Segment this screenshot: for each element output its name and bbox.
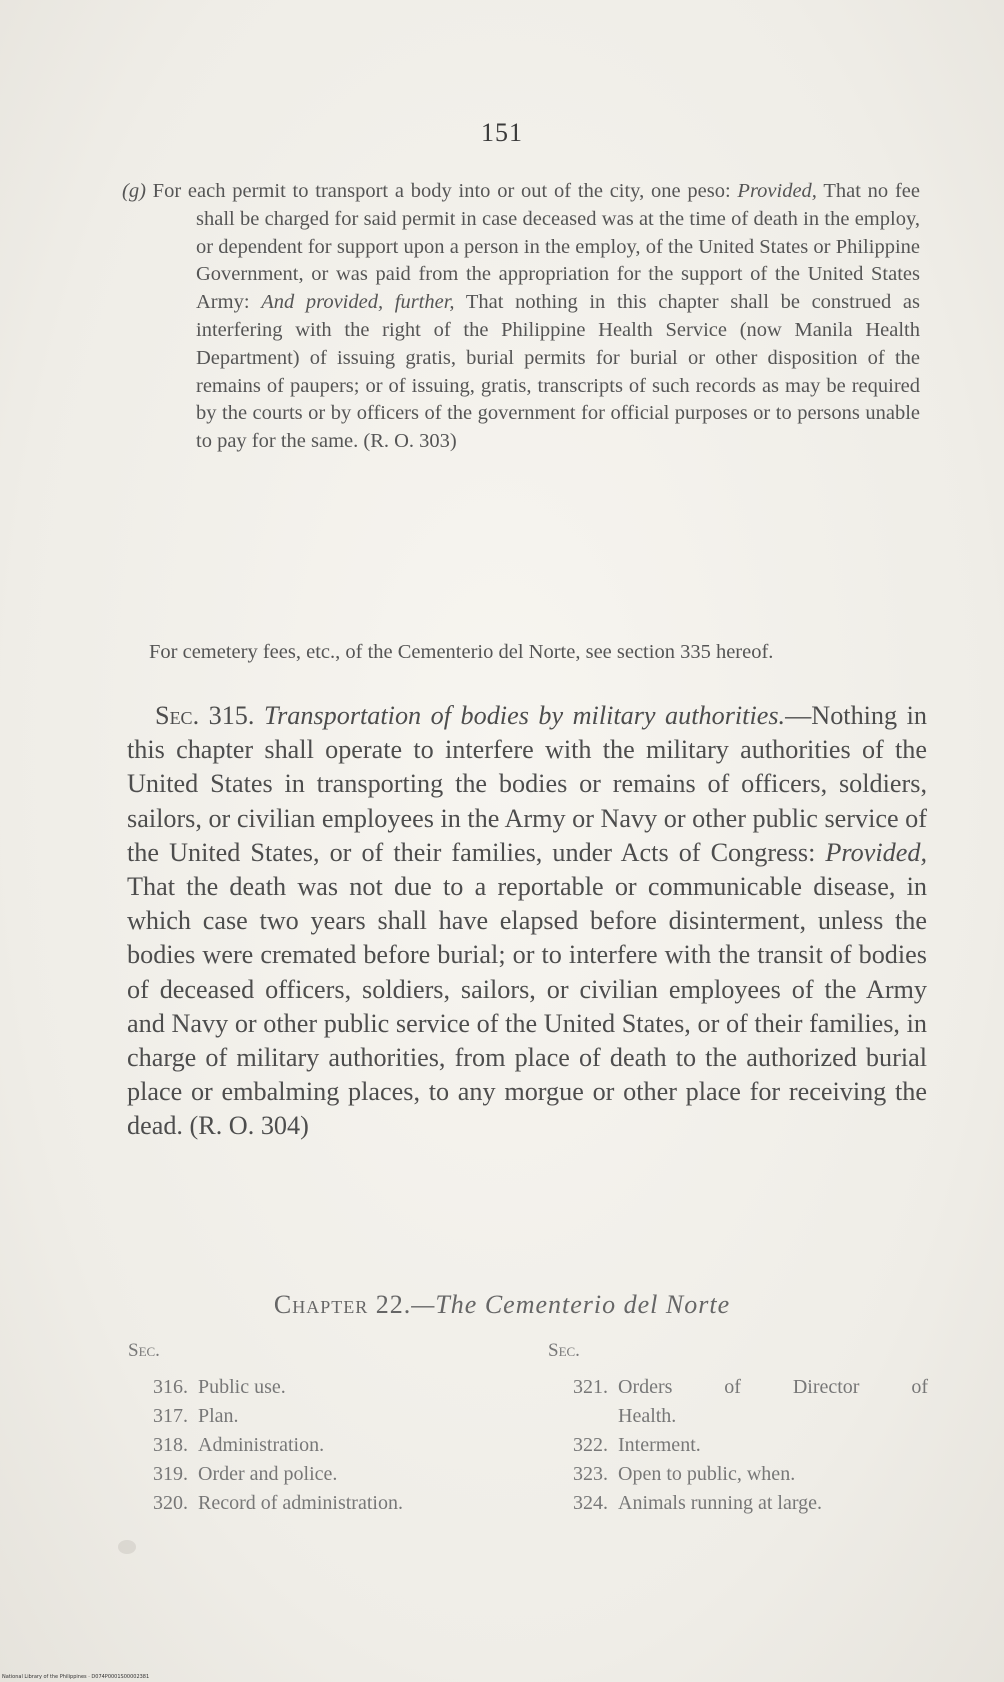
paragraph-g-text-2: That no fee shall be charged for said permit in case deceased was at the time of death in the employ, or dependent for support upon a person in the employ, of the United States or Philippine Government, or was paid from the appropriation for the support of the United States Army:: [196, 180, 920, 314]
section-label: Sec. 315.: [155, 701, 255, 730]
toc-number: 316.: [153, 1376, 188, 1398]
cemetery-fees-note: For cemetery fees, etc., of the Cementerio del Norte, see section 335 hereof.: [149, 641, 774, 663]
toc-text: Administration.: [198, 1434, 325, 1456]
paragraph-g: [122, 178, 920, 456]
toc-number: 324.: [573, 1492, 608, 1514]
toc-number: 319.: [153, 1463, 188, 1485]
section-315: [127, 699, 927, 1144]
paragraph-g-text-3: That nothing in this chapter shall be construed as interfering with the right of the Philippine Health Service (now Manila Health Department) of issuing gratis, burial permits for burial or other disposition of the remains of paupers; or of issuing, gratis, transcripts of such records as may be required by the courts or by officers of the government for official purposes or to persons unable to pay for the same. (R. O. 303): [196, 291, 921, 453]
toc-number: 318.: [153, 1434, 188, 1456]
toc-entry: [128, 1402, 528, 1431]
toc-text: Orders of Director of: [618, 1376, 928, 1398]
paragraph-marker: (g): [122, 180, 146, 202]
toc-entry: [128, 1431, 528, 1460]
toc-entry: [548, 1373, 928, 1402]
provided-emphasis: Provided,: [825, 837, 927, 867]
toc-text: Animals running at large.: [618, 1492, 823, 1514]
toc-text: Interment.: [618, 1434, 701, 1456]
toc-text: Public use.: [198, 1376, 286, 1398]
toc-number: 321.: [573, 1376, 608, 1398]
toc-number: 317.: [153, 1405, 188, 1427]
section-title: Transportation of bodies by military authorities.: [263, 701, 786, 730]
toc-entry: [128, 1460, 528, 1489]
page-number: 151: [481, 118, 523, 147]
section-315-text-1: —Nothing in this chapter shall operate to interfere with the military authorities of the United States in transporting the bodies or remains of officers, soldiers, sailors, or civilian employees in the Army or Navy or other public service of the United States, or of their families, under Acts of Congress:: [127, 701, 927, 867]
paragraph-g-text-1: For each permit to transport a body into or out of the city, one peso:: [145, 180, 738, 202]
toc-left-column: [128, 1336, 528, 1518]
toc-right-column: [548, 1336, 928, 1518]
toc-entry: [548, 1489, 928, 1518]
section-315-text-2: That the death was not due to a reportable or communicable disease, in which case two years shall have elapsed before disinterment, unless the bodies were cremated before burial; or to interfere with the transit of bodies of deceased officers, soldiers, sailors, or civilian employees of the Army and Navy or other public service of the United States, or of their families, in charge of military authorities, from place of death to the authorized burial place or embalming places, to any morgue or other place for receiving the dead. (R. O. 304): [127, 872, 927, 1141]
toc-text: Plan.: [198, 1405, 239, 1427]
toc-right-header: Sec.: [548, 1340, 580, 1361]
provided-emphasis: Provided,: [737, 180, 817, 202]
toc-text-continuation: Health.: [618, 1405, 677, 1427]
chapter-label: Chapter 22.: [273, 1290, 412, 1319]
toc-number: 323.: [573, 1463, 608, 1485]
toc-number: 320.: [153, 1492, 188, 1514]
toc-entry: [548, 1431, 928, 1460]
footer-credit: National Library of the Philippines · D074P0001S00002381: [2, 1674, 150, 1680]
toc-entry: [548, 1460, 928, 1489]
toc-left-header: Sec.: [128, 1340, 160, 1361]
toc-text: Open to public, when.: [618, 1463, 796, 1485]
page-smudge: [118, 1540, 136, 1554]
toc-number: 322.: [573, 1434, 608, 1456]
toc-text: Record of administration.: [198, 1492, 403, 1514]
toc-text: Order and police.: [198, 1463, 338, 1485]
toc-entry: [128, 1373, 528, 1402]
chapter-heading: [0, 1290, 1004, 1320]
toc-entry: [128, 1489, 528, 1518]
chapter-title: —The Cementerio del Norte: [411, 1290, 731, 1319]
and-provided-further-emphasis: And provided, further,: [261, 291, 455, 314]
